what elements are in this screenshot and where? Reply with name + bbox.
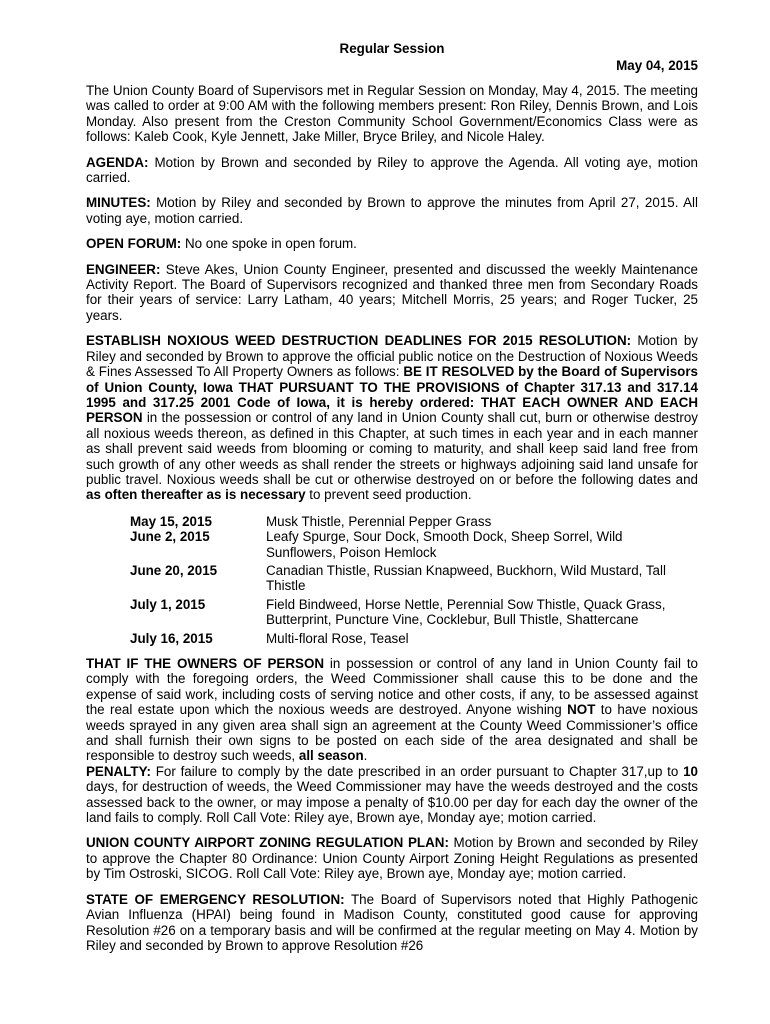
airport-text: Motion by Brown and seconded by Riley to approve the Chapter 80 Ordinance: Union County Airport Zoning Height Regulations as presented by Tim Ostroski, SICOG. Roll Call Vote: Riley aye, Brown aye, Monday aye; motion carried. [86,835,698,882]
noxious-resolution-bold: BE IT RESOLVED by the Board of Supervisors of Union County, Iowa THAT PURSUANT TO THE PROVISIONS of Chapter 317.13 and 317.14 1995 and 317.25 2001 Code of Iowa, it is hereby ordered: THAT EACH OWNER AND EACH PERSON [86,364,698,426]
open-forum-paragraph [86,236,698,251]
noxious-often-bold: as often thereafter as is necessary [86,487,306,503]
deadline-weeds: Field Bindweed, Horse Nettle, Perennial Sow Thistle, Quack Grass, Butterprint, Puncture Vine, Cocklebur, Bull Thistle, Shattercane [266,596,666,628]
deadline-row [130,563,698,594]
agenda-text: Motion by Brown and seconded by Riley to approve the Agenda. All voting aye, motion carried. [86,154,698,186]
airport-label: UNION COUNTY AIRPORT ZONING REGULATION PLAN: [86,835,449,851]
engineer-text: Steve Akes, Union County Engineer, presented and discussed the weekly Maintenance Activity Report. The Board of Supervisors recognized and thanked three men from Secondary Roads for their years of service: Larry Latham, 40 years; Mitchell Morris, 25 years; and Roger Tucker, 25 years. [86,261,698,323]
emergency-text: The Board of Supervisors noted that Highly Pathogenic Avian Influenza (HPAI) being found in Madison County, constituted good cause for approving Resolution #26 on a temporary basis and will be confirmed at the regular meeting on May 4. Motion by Riley and seconded by Brown to approve Resolution #26 [86,891,698,953]
penalty-text-1: For failure to comply by the date prescribed in an order pursuant to Chapter 317,up to [150,763,684,779]
deadline-weeds: Multi-floral Rose, Teasel [266,630,409,646]
emergency-label: STATE OF EMERGENCY RESOLUTION: [86,891,345,907]
deadline-date: July 16, 2015 [130,630,213,646]
deadline-row [130,597,698,628]
deadline-list [130,514,698,646]
agenda-paragraph [86,155,698,186]
minutes-paragraph [86,195,698,226]
deadline-row [130,631,698,646]
noxious-weed-paragraph [86,333,698,502]
noxious-text-2: in the possession or control of any land in Union County shall cut, burn or otherwise destroy all noxious weeds thereon, as defined in this Chapter, at such times in each year and in each manner as shall prevent said weeds from blooming or coming to maturity, and shall keep said land free from such growth of any other weeds as shall render the streets or highways adjoining said land unsafe for public travel. Noxious weeds shall be cut or otherwise destroyed on or before the following dates and [86,410,698,487]
deadline-row [130,529,698,560]
open-forum-label: OPEN FORUM: [86,236,182,252]
engineer-paragraph [86,262,698,324]
document-date: May 04, 2015 [616,57,698,73]
document-page [86,0,698,953]
airport-paragraph [86,835,698,881]
noxious-text-1: Motion by Riley and seconded by Brown to approve the official public notice on the Destruction of Noxious Weeds & Fines Assessed To All Property Owners as follows: [86,333,698,380]
deadline-date: June 2, 2015 [130,529,210,545]
deadline-date: May 15, 2015 [130,513,212,529]
penalty-days-bold: 10 [683,763,698,779]
owners-paragraph [86,656,698,825]
deadline-row [130,514,698,529]
owners-not-bold: NOT [567,702,596,718]
deadline-date: June 20, 2015 [130,562,218,578]
owners-all-season-bold: all season [298,748,364,764]
minutes-label: MINUTES: [86,195,151,211]
intro-paragraph: The Union County Board of Supervisors met in Regular Session on Monday, May 4, 2015. The meeting was called to order at 9:00 AM with the following members present: Ron Riley, Dennis Brown, and Lois Monday. Also present from the Creston Community School Government/Economics Class were as follows: Kaleb Cook, Kyle Jennett, Jake Miller, Bryce Briley, and Nicole Haley. [86,83,698,145]
noxious-weed-heading: ESTABLISH NOXIOUS WEED DESTRUCTION DEADLINES FOR 2015 RESOLUTION: [86,333,632,349]
owners-text-2: to have noxious weeds sprayed in any given area shall sign an agreement at the County Weed Commissioner’s office and shall furnish their own signs to be posted on each side of the area designated and shall be responsible to destroy such weeds, [86,702,698,764]
open-forum-text: No one spoke in open forum. [181,236,357,252]
document-title: Regular Session [339,41,445,56]
deadline-weeds: Musk Thistle, Perennial Pepper Grass [266,513,492,529]
deadline-weeds: Leafy Spurge, Sour Dock, Smooth Dock, Sheep Sorrel, Wild Sunflowers, Poison Hemlock [266,529,623,560]
penalty-label: PENALTY: [86,763,151,779]
deadline-weeds: Canadian Thistle, Russian Knapweed, Buckhorn, Wild Mustard, Tall Thistle [266,562,666,594]
agenda-label: AGENDA: [86,154,149,170]
minutes-text: Motion by Riley and seconded by Brown to approve the minutes from April 27, 2015. All voting aye, motion carried. [86,195,698,226]
owners-bold-1: THAT IF THE OWNERS OF PERSON [86,656,325,671]
engineer-label: ENGINEER: [86,261,161,277]
owners-text-1: in possession or control of any land in Union County fail to comply with the foregoing orders, the Weed Commissioner shall cause this to be done and the expense of said work, including costs of serving notice and other costs, if any, to be assessed against the real estate upon which the noxious weeds are destroyed. Anyone wishing [86,656,698,718]
noxious-text-3: to prevent seed production. [305,487,472,503]
penalty-text-2: days, for destruction of weeds, the Weed Commissioner may have the weeds destroyed and the costs assessed back to the owner, or may impose a penalty of $10.00 per day for each day the owner of the land fails to comply. Roll Call Vote: Riley aye, Brown aye, Monday aye; motion carried. [86,779,698,826]
emergency-paragraph [86,892,698,954]
deadline-date: July 1, 2015 [130,596,206,612]
owners-text-3: . [363,748,368,764]
